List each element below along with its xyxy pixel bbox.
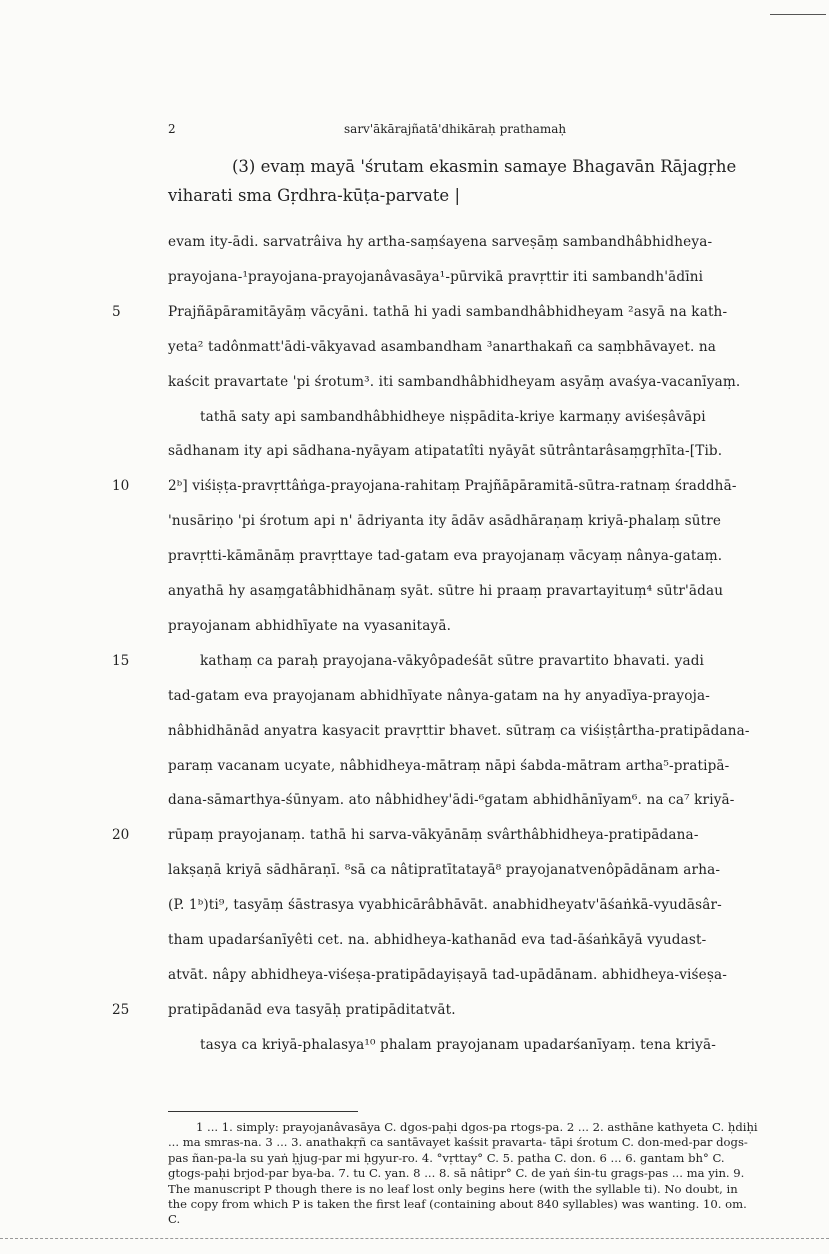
line-number: 5 — [112, 303, 121, 320]
text-line: prayojana-¹prayojana-prayojanâvasāya¹-pūrvikā pravṛttir iti sambandh'ādīni — [168, 268, 704, 285]
text-line: 2ᵇ] viśiṣṭa-pravṛttâṅga-prayojana-rahitaṃ Prajñāpāramitā-sūtra-ratnaṃ śraddhā- — [168, 478, 737, 495]
text-line: anyathā hy asaṃgatâbhidhānaṃ syāt. sūtre hi praaṃ pravartayituṃ⁴ sūtr'ādau — [168, 583, 724, 599]
text-line: paraṃ vacanam ucyate, nâbhidheya-mātraṃ nāpi śabda-mātram artha⁵-pratipā- — [168, 757, 730, 774]
text-line: Prajñāpāramitāyāṃ vācyāni. tathā hi yadi sambandhâbhidheyam ²asyā na kath- — [168, 303, 728, 320]
verse-line-1: (3) evaṃ mayā 'śrutam ekasmin samaye Bhagavān Rājagṛhe — [232, 157, 737, 176]
scan-edge-line — [770, 14, 826, 15]
running-head: sarv'ākārajñatā'dhikāraḥ prathamaḥ — [344, 122, 567, 136]
verse-block — [168, 152, 758, 210]
line-number: 20 — [112, 827, 130, 844]
line-number: 10 — [112, 478, 130, 495]
text-line: (P. 1ᵇ)ti⁹, tasyāṃ śāstrasya vyabhicārâbhāvāt. anabhidheyatv'āśaṅkā-vyudāsâr- — [168, 897, 722, 914]
scan-bottom-edge — [0, 1238, 829, 1239]
verse-line-2: viharati sma Gṛdhra-kūṭa-parvate | — [168, 186, 461, 205]
text-line: 'nusāriṇo 'pi śrotum api n' ādriyanta ity ādāv asādhāraṇaṃ kriyā-phalaṃ sūtre — [168, 513, 722, 530]
text-line: sādhanam ity api sādhana-nyāyam atipatatîti nyāyāt sūtrântarâsaṃgṛhīta-[Tib. — [168, 443, 723, 460]
line-number: 15 — [112, 652, 130, 669]
text-line: yeta² tadônmatt'ādi-vākyavad asambandham ³anarthakañ ca saṃbhāvayet. na — [168, 338, 717, 355]
text-line: dana-sāmarthya-śūnyam. ato nâbhidhey'ādi-⁶gatam abhidhānīyam⁶. na ca⁷ kriyā- — [168, 792, 735, 809]
text-line: prayojanam abhidhīyate na vyasanitayā. — [168, 617, 452, 634]
footnote-rule — [168, 1111, 358, 1112]
text-line: kaścit pravartate 'pi śrotum³. iti sambandhâbhidheyam asyāṃ avaśya-vacanīyaṃ. — [168, 373, 741, 390]
text-line: tasya ca kriyā-phalasya¹⁰ phalam prayojanam upadarśanīyaṃ. tena kriyā- — [200, 1036, 716, 1053]
text-line: tham upadarśanīyêti cet. na. abhidheya-kathanād eva tad-āśaṅkāyā vyudast- — [168, 932, 707, 948]
text-line: pravṛtti-kāmānāṃ pravṛttaye tad-gatam eva prayojanaṃ vācyaṃ nânya-gataṃ. — [168, 548, 723, 565]
text-line: tathā saty api sambandhâbhidheye niṣpādita-kriye karmaṇy aviśeṣâvāpi — [200, 408, 706, 425]
text-line: nâbhidhānād anyatra kasyacit pravṛttir bhavet. sūtraṃ ca viśiṣṭârtha-pratipādana- — [168, 722, 750, 739]
text-line: rūpaṃ prayojanaṃ. tathā hi sarva-vākyānāṃ svârthâbhidheya-pratipādana- — [168, 827, 699, 844]
footnote-text: 1 ... 1. simply: prayojanâvasāya C. dgos-paḥi dgos-pa rtogs-pa. 2 ... 2. asthāne kathyeta C. ḥdiḥi ... ma smras-na. 3 ... 3. anathakṛñ ca santāvayet kaśsit pravarta- tāpi śrotum C. don-med-par dogs-pas ñan-pa-la su yaṅ ḥjug-par mi ḥgyur-ro. 4. °vṛttay° C. 5. patha C. don. 6 ... 6. gantam bh° C. gtogs-paḥi brjod-par bya-ba. 7. tu C. yan. 8 ... 8. sā nâtipr° C. de yaṅ śin-tu grags-pas ... ma yin. 9. The manuscript P though there is no leaf lost only begins here (with the syllable ti). No doubt, in the copy from which P is taken the first leaf (containing about 840 syllables) was wanting. 10. om. C. — [168, 1120, 758, 1227]
footnotes — [168, 1120, 758, 1228]
text-line: evam ity-ādi. sarvatrâiva hy artha-saṃśayena sarveṣāṃ sambandhâbhidheya- — [168, 234, 713, 250]
text-line: atvāt. nâpy abhidheya-viśeṣa-pratipādayiṣayā tad-upādānam. abhidheya-viśeṣa- — [168, 966, 727, 983]
text-line: kathaṃ ca paraḥ prayojana-vākyôpadeśāt sūtre pravartito bhavati. yadi — [200, 652, 705, 669]
text-line: lakṣaṇā kriyā sādhāraṇī. ⁸sā ca nâtipratītatayā⁸ prayojanatvenôpādānam arha- — [168, 862, 721, 879]
text-line: tad-gatam eva prayojanam abhidhīyate nânya-gatam na hy anyadīya-prayoja- — [168, 687, 710, 704]
page-number: 2 — [168, 122, 176, 136]
line-number: 25 — [112, 1001, 130, 1018]
text-line: pratipādanād eva tasyāḥ pratipāditatvāt. — [168, 1001, 456, 1018]
